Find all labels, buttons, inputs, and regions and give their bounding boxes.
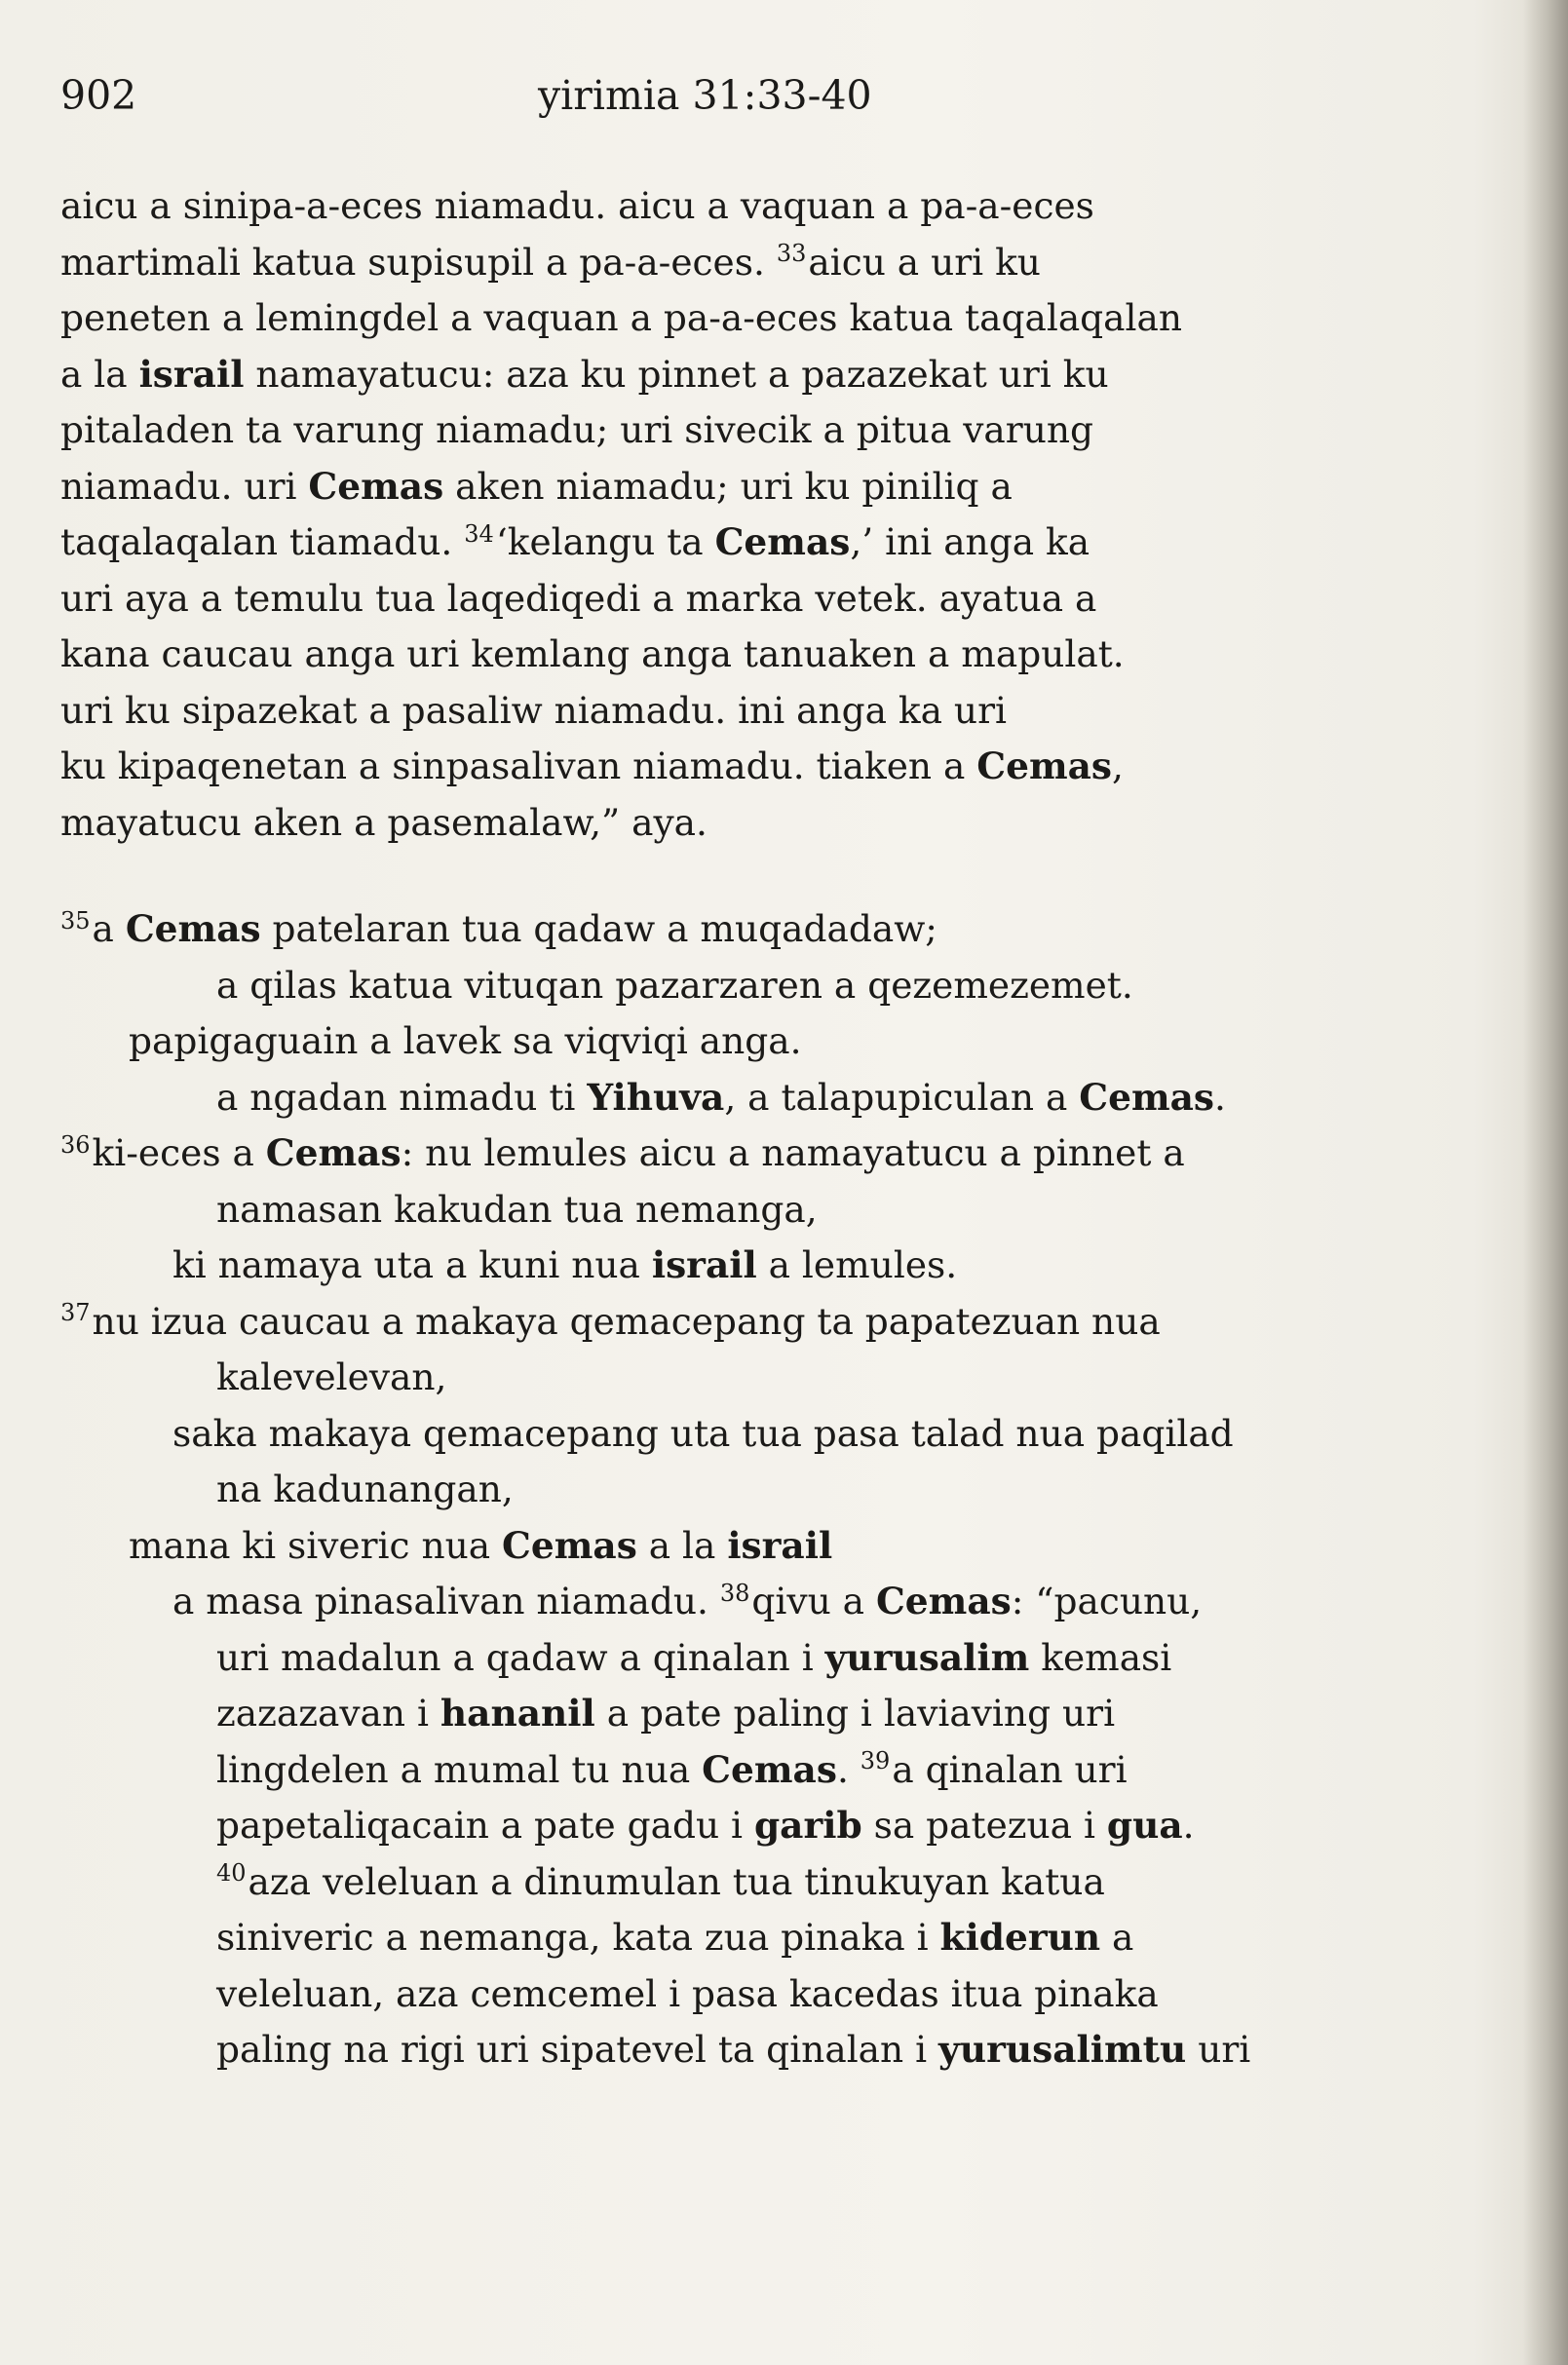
name-yihuva: Yihuva [587,1075,725,1119]
prose-paragraph [60,178,1397,851]
verse-number: 34 [464,519,494,548]
verse-number: 35 [60,906,91,935]
poetry-line: $^{40}$aza veleluan a dinumulan tua tinukuyan katua [216,1859,1105,1903]
poetry-line: paling na rigi uri sipatevel ta qinalan i yurusalimtu uri [216,2028,1251,2071]
poetry-line: ki namaya uta a kuni nua israil a lemules. [172,1243,958,1286]
text-line: ku kipaqenetan a sinpasalivan niamadu. tiaken a Cemas, [60,744,1124,787]
poetry-line: uri madalun a qadaw a qinalan i yurusalim kemasi [216,1635,1172,1679]
name-garib: garib [753,1804,862,1847]
text-line: aicu a sinipa-a-eces niamadu. aicu a vaquan a pa-a-eces [60,184,1094,227]
name-cemas: Cemas [502,1523,637,1567]
poetry-line: na kadunangan, [216,1468,514,1510]
poetry-line: papetaliqacain a pate gadu i garib sa patezua i gua. [216,1804,1195,1847]
scripture-text [60,178,1397,2079]
text-line: uri aya a temulu tua laqediqedi a marka vetek. ayatua a [60,576,1097,620]
name-israil: israil [138,352,245,396]
poetry-line: $^{35}$a Cemas patelaran tua qadaw a muqadadaw; [60,906,937,950]
text-line: kana caucau anga uri kemlang anga tanuaken a mapulat. [60,632,1125,675]
poetry-line: a masa pinasalivan niamadu. $^{38}$qivu a Cemas: “pacunu, [172,1579,1203,1622]
text-line: uri ku sipazekat a pasaliw niamadu. ini anga ka uri [60,688,1007,732]
name-cemas: Cemas [714,520,851,563]
text-line: niamadu. uri Cemas aken niamadu; uri ku piniliq a [60,464,1013,508]
poetry-line: a ngadan nimadu ti Yihuva, a talapupiculan a Cemas. [216,1075,1226,1119]
poetry-line: namasan kakudan tua nemanga, [216,1187,818,1231]
poetry-line: zazazavan i hananil a pate paling i laviaving uri [216,1692,1116,1735]
verse-number: 33 [776,240,807,267]
poetry-line: mana ki siveric nua Cemas a la israil [129,1523,833,1567]
name-cemas: Cemas [265,1131,402,1174]
name-gua: gua [1106,1804,1183,1847]
running-head: yirimia 31:33-40 [538,72,872,119]
name-yurusalim: yurusalim [824,1635,1030,1679]
name-cemas: Cemas [125,907,261,950]
poetry-line: saka makaya qemacepang uta tua pasa talad nua paqilad [172,1411,1234,1455]
verse-number: 37 [60,1299,91,1326]
poetry-line: lingdelen a mumal tu nua Cemas. $^{39}$a qinalan uri [216,1747,1128,1791]
page-header [60,66,1444,125]
verse-number: 40 [216,1859,247,1887]
text-line: mayatucu aken a pasemalaw,” aya. [60,800,708,844]
poetry-line: $^{37}$nu izua caucau a makaya qemacepang ta papatezuan nua [60,1299,1161,1343]
name-yurusalimtu: yurusalimtu [938,2028,1187,2071]
poetry-line: kalevelevan, [216,1355,447,1398]
name-kiderun: kiderun [939,1916,1101,1959]
name-israil: israil [727,1523,833,1567]
verse-number: 36 [60,1130,91,1159]
poetry-line: $^{36}$ki-eces a Cemas: nu lemules aicu a namayatucu a pinnet a [60,1130,1185,1174]
verse-number: 39 [860,1747,891,1774]
page-number: 902 [60,72,137,119]
verse-number: 38 [719,1579,750,1607]
poetry-line: siniveric a nemanga, kata zua pinaka i kiderun a [216,1916,1134,1959]
poetry-line: a qilas katua vituqan pazarzaren a qezemezemet. [216,963,1133,1007]
name-cemas: Cemas [976,744,1113,787]
name-cemas: Cemas [702,1747,837,1791]
text-line: martimali katua supisupil a pa-a-eces. $^{33}$aicu a uri ku [60,240,1041,284]
poetry-section [60,901,1397,2079]
text-line: a la israil namayatucu: aza ku pinnet a pazazekat uri ku [60,352,1109,396]
stanza-gap [60,851,1397,901]
name-cemas: Cemas [1079,1075,1215,1119]
text-line: peneten a lemingdel a vaquan a pa-a-eces katua taqalaqalan [60,296,1183,339]
poetry-line: veleluan, aza cemcemel i pasa kacedas itua pinaka [216,1971,1159,2015]
name-cemas: Cemas [875,1580,1012,1622]
text-line: pitaladen ta varung niamadu; uri sivecik a pitua varung [60,408,1094,451]
name-israil: israil [651,1243,757,1286]
name-hananil: hananil [440,1692,595,1735]
name-cemas: Cemas [308,464,444,508]
book-spine-shadow [1523,0,1568,2365]
text-line: taqalaqalan tiamadu. $^{34}$‘kelangu ta Cemas,’ ini anga ka [60,519,1090,563]
poetry-line: papigaguain a lavek sa viqviqi anga. [129,1019,802,1062]
